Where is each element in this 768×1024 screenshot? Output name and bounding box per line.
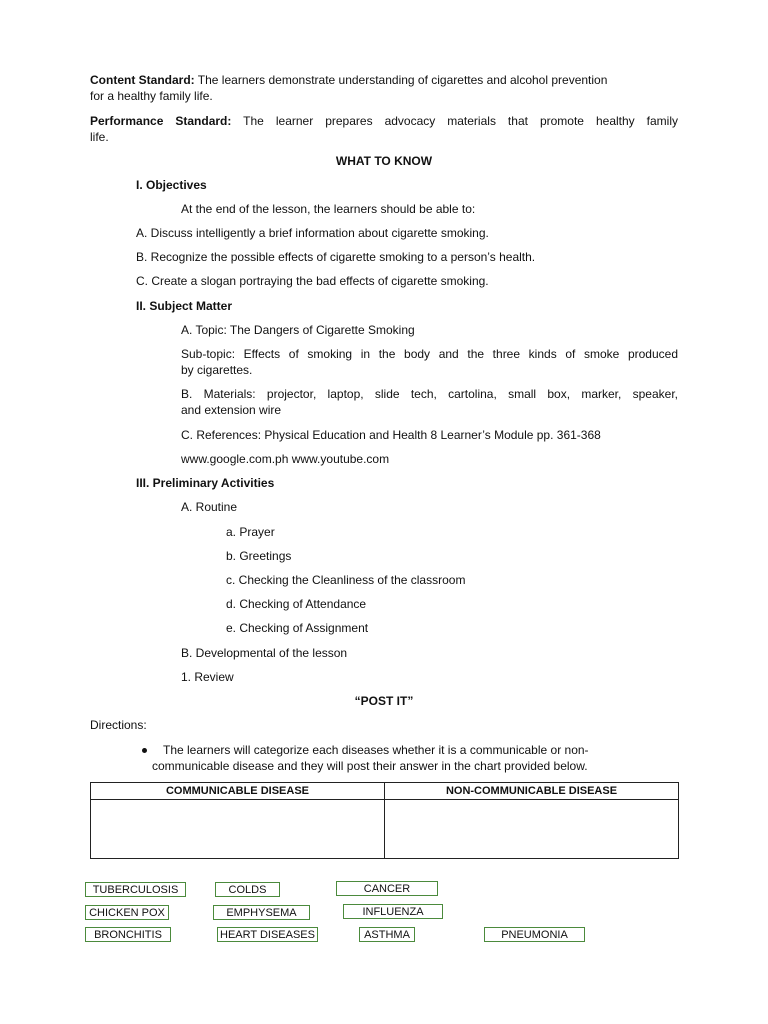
subject-subtopic-line2: by cigarettes.: [181, 363, 253, 377]
disease-chip-chicken-pox[interactable]: CHICKEN POX: [85, 905, 169, 920]
non-communicable-drop-area[interactable]: [385, 800, 679, 859]
objectives-heading: I. Objectives: [136, 178, 207, 192]
objective-a: A. Discuss intelligently a brief information about cigarette smoking.: [136, 226, 489, 240]
directions-line2: communicable disease and they will post their answer in the chart provided below.: [152, 759, 588, 773]
disease-chip-emphysema[interactable]: EMPHYSEMA: [213, 905, 310, 920]
content-standard-text: The learners demonstrate understanding of cigarettes and alcohol prevention: [197, 73, 608, 87]
performance-standard-line1: [90, 113, 678, 129]
preliminary-heading: III. Preliminary Activities: [136, 476, 275, 490]
disease-chart: [90, 782, 679, 859]
disease-chip-bronchitis[interactable]: BRONCHITIS: [85, 927, 171, 942]
routine-item: c. Checking the Cleanliness of the classroom: [226, 573, 466, 587]
objectives-intro: At the end of the lesson, the learners should be able to:: [181, 202, 476, 216]
disease-chip-asthma[interactable]: ASTHMA: [359, 927, 415, 942]
subject-materials-line2: and extension wire: [181, 403, 282, 417]
objective-c: C. Create a slogan portraying the bad effects of cigarette smoking.: [136, 274, 489, 288]
bullet-icon: [142, 748, 147, 753]
review-item: 1. Review: [181, 670, 234, 684]
communicable-drop-area[interactable]: [91, 800, 385, 859]
routine-item: e. Checking of Assignment: [226, 621, 369, 635]
performance-standard-label: Performance Standard:: [90, 114, 232, 128]
directions-line1: The learners will categorize each diseases whether it is a communicable or non-: [163, 743, 589, 757]
routine-item: a. Prayer: [226, 525, 275, 539]
activity-title: “POST IT”: [354, 694, 414, 708]
subject-subtopic-line1: Sub-topic: Effects of smoking in the body and the three kinds of smoke produced: [181, 347, 678, 361]
content-standard-label: Content Standard:: [90, 73, 195, 87]
subject-materials-line1: B. Materials: projector, laptop, slide tech, cartolina, small box, marker, speaker,: [181, 387, 678, 401]
content-standard-line2: for a healthy family life.: [90, 89, 213, 103]
disease-chip-heart-diseases[interactable]: HEART DISEASES: [217, 927, 318, 942]
performance-standard-line2: life.: [90, 130, 109, 144]
routine-heading: A. Routine: [181, 500, 238, 514]
non-communicable-header: NON-COMMUNICABLE DISEASE: [385, 783, 679, 800]
content-standard-line1: [90, 72, 607, 88]
disease-chip-cancer[interactable]: CANCER: [336, 881, 438, 896]
what-to-know-heading: WHAT TO KNOW: [335, 154, 433, 168]
subject-topic: A. Topic: The Dangers of Cigarette Smoking: [181, 323, 415, 337]
subject-references: C. References: Physical Education and Health 8 Learner’s Module pp. 361-368: [181, 428, 601, 442]
disease-chip-colds[interactable]: COLDS: [215, 882, 280, 897]
developmental-heading: B. Developmental of the lesson: [181, 646, 348, 660]
communicable-header: COMMUNICABLE DISEASE: [91, 783, 385, 800]
routine-item: b. Greetings: [226, 549, 292, 563]
disease-chip-influenza[interactable]: INFLUENZA: [343, 904, 443, 919]
disease-chip-pneumonia[interactable]: PNEUMONIA: [484, 927, 585, 942]
disease-chip-tuberculosis[interactable]: TUBERCULOSIS: [85, 882, 186, 897]
directions-label: Directions:: [90, 718, 147, 732]
routine-item: d. Checking of Attendance: [226, 597, 367, 611]
objective-b: B. Recognize the possible effects of cigarette smoking to a person’s health.: [136, 250, 536, 264]
performance-standard-text: The learner prepares advocacy materials that promote healthy family: [243, 114, 679, 128]
subject-matter-heading: II. Subject Matter: [136, 299, 233, 313]
subject-websites: www.google.com.ph www.youtube.com: [181, 452, 390, 466]
